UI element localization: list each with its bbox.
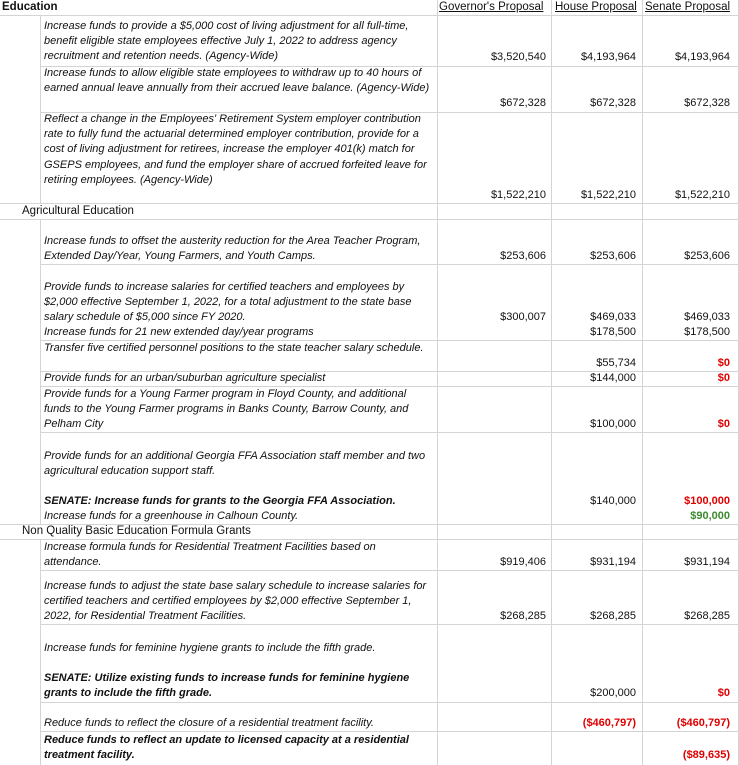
row-divider [40, 624, 739, 625]
row-divider [40, 432, 739, 433]
senate-column-header[interactable]: Senate Proposal [645, 1, 731, 13]
senate-value: ($89,635) [682, 749, 730, 761]
row-description: Increase funds for a greenhouse in Calhoun County. [44, 510, 299, 522]
senate-value: $100,000 [684, 495, 730, 507]
senate-value: $0 [717, 687, 730, 699]
row-divider [0, 15, 739, 16]
governor-value: $3,520,540 [490, 51, 546, 63]
senate-value: $268,285 [684, 610, 730, 622]
row-description: Reduce funds to reflect an update to licensed capacity at a residential treatment facility. [44, 734, 409, 762]
governor-value: $672,328 [500, 97, 546, 109]
row-description: Increase funds for feminine hygiene grants to include the fifth grade. [44, 642, 376, 654]
row-description: Reduce funds to reflect the closure of a residential treatment facility. [44, 717, 374, 729]
house-value: $268,285 [590, 610, 636, 622]
house-value: $100,000 [590, 418, 636, 430]
senate-value: $0 [717, 418, 730, 430]
senate-value: $0 [717, 357, 730, 369]
row-description: SENATE: Increase funds for grants to the Georgia FFA Association. [44, 495, 396, 507]
section-agricultural-education: Agricultural Education [22, 205, 134, 217]
governor-value: $919,406 [500, 556, 546, 568]
house-value: $253,606 [590, 250, 636, 262]
house-value: $1,522,210 [580, 189, 636, 201]
house-value: $672,328 [590, 97, 636, 109]
row-description: SENATE: Utilize existing funds to increase funds for feminine hygiene grants to include the fifth grade. [44, 672, 410, 700]
house-value: ($460,797) [582, 717, 636, 729]
row-description: Provide funds for a Young Farmer program in Floyd County, and additional funds to the Young Farmer programs in Banks County, Barrow County, and Pelham City [44, 388, 409, 431]
senate-value: $4,193,964 [674, 51, 730, 63]
house-value: $200,000 [590, 687, 636, 699]
senate-value: $253,606 [684, 250, 730, 262]
house-value: $931,194 [590, 556, 636, 568]
governor-value: $300,007 [500, 311, 546, 323]
house-value: $144,000 [590, 372, 636, 384]
row-description: Reflect a change in the Employees' Retirement System employer contribution rate to fully fund the actuarial determined employer contribution, provide for a cost of living adjustment for retirees, increase the employer 401(k) match for GSEPS employees, and fund the employer share of accrued forfeited leave for retiring employees. (Agency-Wide) [44, 113, 427, 186]
house-column-header[interactable]: House Proposal [555, 1, 637, 13]
governor-value: $268,285 [500, 610, 546, 622]
house-value: $469,033 [590, 311, 636, 323]
sheet-title: Education [2, 1, 58, 13]
row-divider [40, 731, 739, 732]
senate-value: $672,328 [684, 97, 730, 109]
house-value: $178,500 [590, 326, 636, 338]
governor-column-header[interactable]: Governor's Proposal [439, 1, 544, 13]
row-divider [40, 264, 739, 265]
row-description: Increase funds to provide a $5,000 cost of living adjustment for all full-time, benefit eligible state employees effective July 1, 2022 to address agency recruitment and retention needs. (Agency-Wide) [44, 20, 409, 63]
senate-value: $469,033 [684, 311, 730, 323]
column-divider [40, 15, 41, 203]
governor-value: $253,606 [500, 250, 546, 262]
row-description: Increase funds to offset the austerity reduction for the Area Teacher Program, Extended Day/Year, Young Farmers, and Youth Camps. [44, 235, 421, 263]
row-description: Provide funds for an urban/suburban agriculture specialist [44, 372, 326, 384]
row-divider [0, 219, 739, 220]
row-description: Increase funds to allow eligible state employees to withdraw up to 40 hours of earned annual leave annually from their accrued leave balance. (Agency-Wide) [44, 67, 430, 95]
senate-value: $1,522,210 [674, 189, 730, 201]
house-value: $55,734 [596, 357, 636, 369]
senate-value: $90,000 [690, 510, 730, 522]
senate-value: $0 [717, 372, 730, 384]
row-description: Provide funds to increase salaries for certified teachers and employees by $2,000 effective September 1, 2022, for a total adjustment to the state base salary schedule of $5,000 since FY 2020. [44, 281, 412, 324]
senate-value: $178,500 [684, 326, 730, 338]
house-value: $140,000 [590, 495, 636, 507]
row-description: Provide funds for an additional Georgia FFA Association staff member and two agricultural education support staff. [44, 450, 426, 478]
row-description: Increase funds to adjust the state base salary schedule to increase salaries for certified teachers and certified employees by $2,000 effective September 1, 2022, for Residential Treatment Facilities. [44, 580, 427, 623]
section-non-qbe-formula-grants: Non Quality Basic Education Formula Grants [22, 525, 251, 537]
row-divider [40, 570, 739, 571]
senate-value: $931,194 [684, 556, 730, 568]
row-description: Increase formula funds for Residential Treatment Facilities based on attendance. [44, 541, 376, 569]
row-description: Increase funds for 21 new extended day/year programs [44, 326, 314, 338]
column-divider [437, 0, 438, 765]
row-divider [40, 702, 739, 703]
senate-value: ($460,797) [676, 717, 730, 729]
house-value: $4,193,964 [580, 51, 636, 63]
row-description: Transfer five certified personnel positions to the state teacher salary schedule. [44, 342, 424, 354]
governor-value: $1,522,210 [490, 189, 546, 201]
